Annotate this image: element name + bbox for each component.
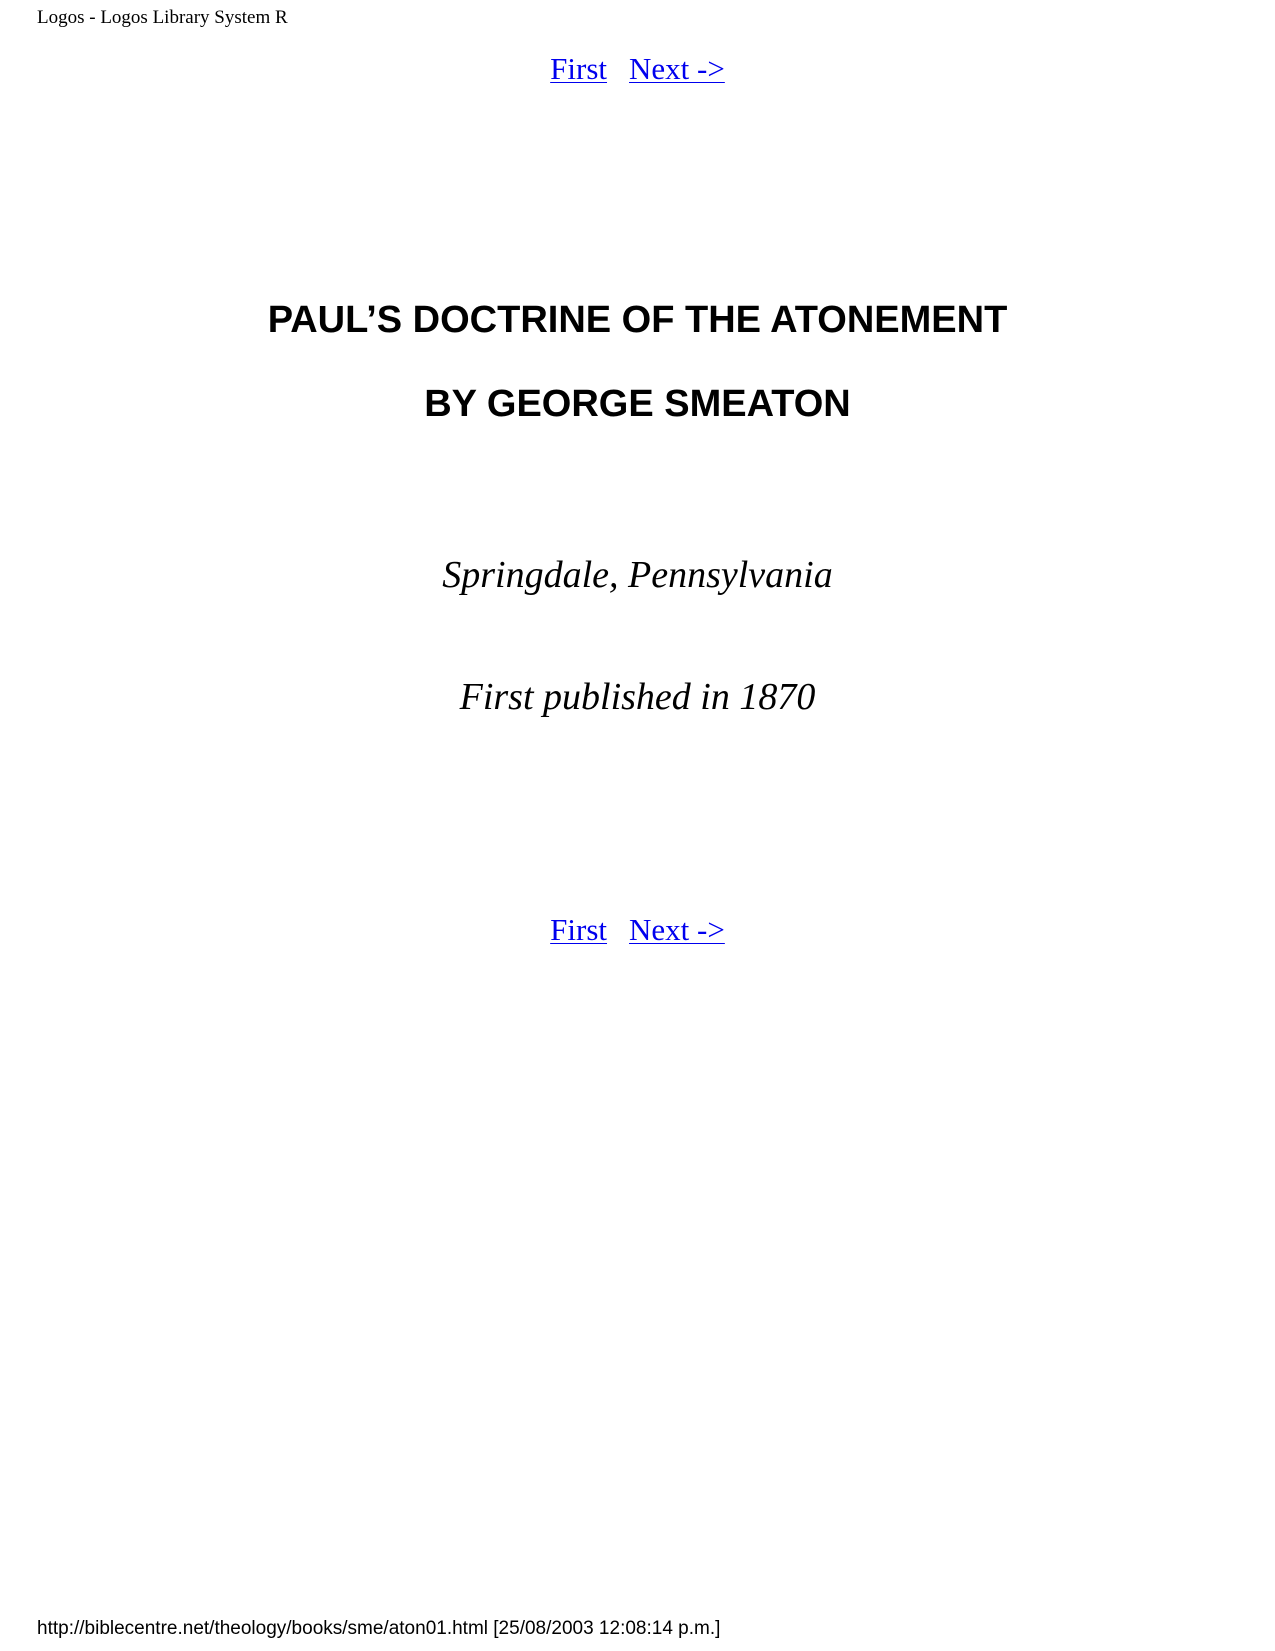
page-header-title: Logos - Logos Library System R (37, 7, 288, 28)
document-author: BY GEORGE SMEATON (424, 383, 851, 425)
first-link[interactable]: First (550, 51, 608, 86)
document-title: PAUL’S DOCTRINE OF THE ATONEMENT (267, 299, 1008, 341)
publication-date: First published in 1870 (459, 676, 816, 718)
page-footer-source: http://biblecentre.net/theology/books/sme/aton01.html [25/08/2003 12:08:14 p.m.] (37, 1618, 721, 1639)
publication-place: Springdale, Pennsylvania (442, 554, 833, 596)
first-link[interactable]: First (550, 912, 608, 947)
bottom-navigation (0, 912, 1275, 948)
top-navigation (0, 51, 1275, 87)
next-link[interactable]: Next -> (629, 51, 725, 86)
next-link[interactable]: Next -> (629, 912, 725, 947)
